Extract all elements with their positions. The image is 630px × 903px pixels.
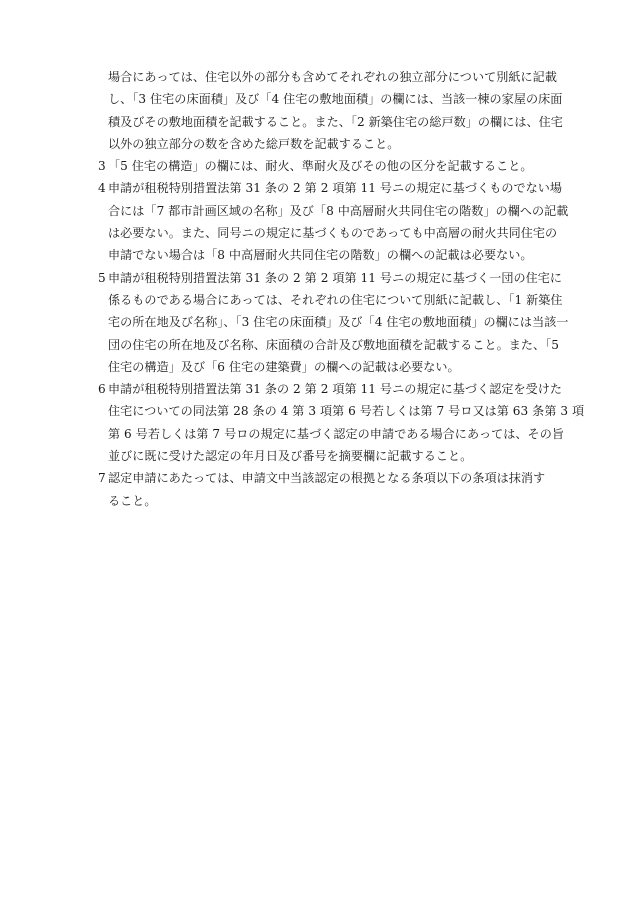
text-line: 住宅の構造」及び「6 住宅の建築費」の欄への記載は必要ない。: [108, 359, 460, 374]
note-item-7: [100, 467, 564, 512]
text-line: 申請でない場合は「8 中高層耐火共同住宅の階数」の欄への記載は必要ない。: [108, 248, 533, 263]
text-line: 申請が租税特別措置法第 31 条の 2 第 2 項第 11 号ニの規定に基づく認定を受けた: [108, 382, 563, 397]
note-item-4: [98, 177, 569, 266]
text-line: 住宅についての同法第 28 条の 4 第 3 項第 6 号若しくは第 7 号ロ又は第 63 条第 3 項: [108, 404, 585, 419]
item-number: 5: [98, 270, 106, 285]
note-item-5: [98, 267, 569, 378]
text-line: 申請が租税特別措置法第 31 条の 2 第 2 項第 11 号ニの規定に基づくものでない場: [108, 181, 563, 196]
text-line: 以外の独立部分の数を含めた総戸数を記載すること。: [108, 136, 400, 151]
text-line: ること。: [108, 493, 157, 508]
item-number: 6: [98, 382, 106, 397]
text-line: は必要ない。また、同号ニの規定に基づくものであっても中高層の耐火共同住宅の: [108, 226, 558, 241]
note-item-3: [100, 155, 564, 177]
text-line: 「5 住宅の構造」の欄には、耐火、準耐火及びその他の区分を記載すること。: [108, 159, 533, 174]
notes-body: [98, 66, 585, 512]
text-line: 宅の所在地及び名称」、「3 住宅の床面積」及び「4 住宅の敷地面積」の欄には当該一: [108, 315, 569, 330]
text-line: 団の住宅の所在地及び名称、床面積の合計及び敷地面積を記載すること。また、「5: [108, 337, 560, 352]
text-line: 並びに既に受けた認定の年月日及び番号を摘要欄に記載すること。: [108, 449, 473, 464]
text-line: 場合にあっては、住宅以外の部分も含めてそれぞれの独立部分について別紙に記載: [108, 70, 557, 84]
text-line: し、「3 住宅の床面積」及び「4 住宅の敷地面積」の欄には、当該一棟の家屋の床面: [108, 92, 563, 107]
text-line: 申請が租税特別措置法第 31 条の 2 第 2 項第 11 号ニの規定に基づく一団の住宅に: [108, 270, 563, 285]
text-line: 積及びその敷地面積を記載すること。また、「2 新築住宅の総戸数」の欄には、住宅: [108, 114, 563, 129]
text-line: 係るものである場合にあっては、それぞれの住宅について別紙に記載し、「1 新築住: [108, 292, 563, 307]
item-number: 3: [98, 159, 106, 174]
text-line: 第 6 号若しくは第 7 号ロの規定に基づく認定の申請である場合にあっては、その旨: [108, 426, 564, 441]
note-item-6: [98, 378, 585, 467]
item-number: 4: [98, 181, 106, 196]
text-line: 合には「7 都市計画区域の名称」及び「8 中高層耐火共同住宅の階数」の欄への記載: [108, 203, 569, 218]
text-line: 認定申請にあたっては、申請文中当該認定の根拠となる条項以下の条項は抹消す: [108, 471, 546, 486]
item-number: 7: [98, 471, 106, 486]
continuation-paragraph: [100, 66, 564, 155]
